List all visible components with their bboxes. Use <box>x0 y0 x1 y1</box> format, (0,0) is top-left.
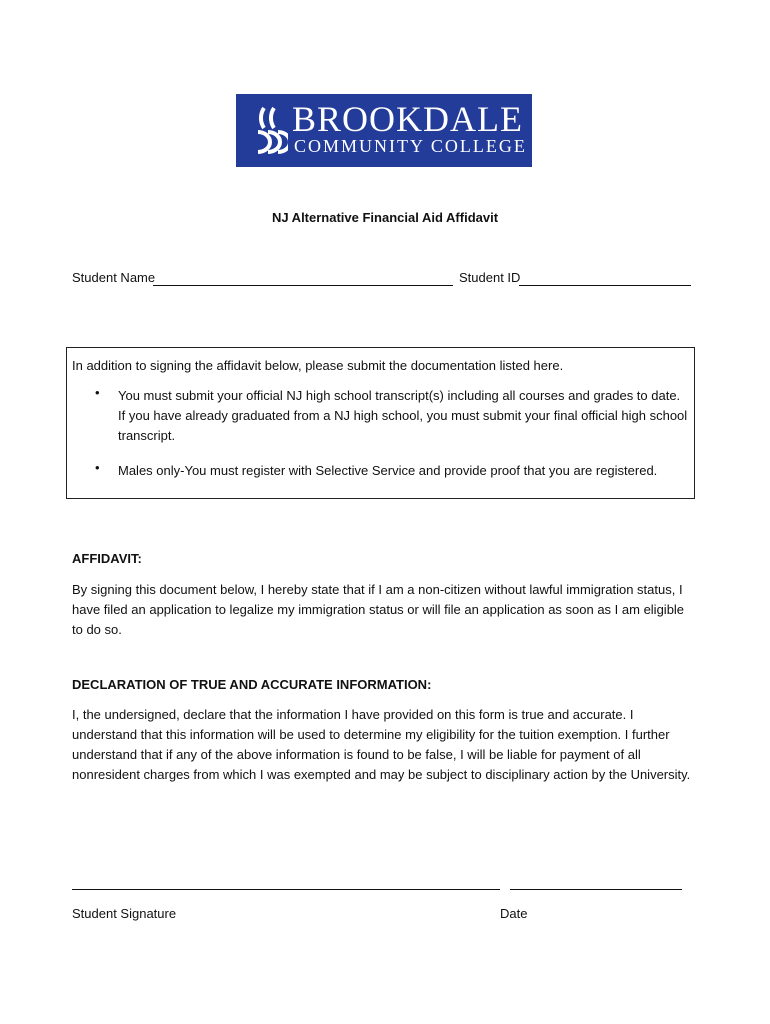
college-logo <box>236 94 532 167</box>
student-id-field[interactable] <box>519 285 691 286</box>
notice-item: Males only-You must register with Selective Service and provide proof that you are registered. <box>118 463 658 478</box>
logo-subtitle: COMMUNITY COLLEGE <box>294 136 527 156</box>
signature-label: Student Signature <box>72 906 177 921</box>
logo-name: BROOKDALE <box>292 99 523 139</box>
student-id-label: Student ID <box>459 270 521 285</box>
date-field[interactable] <box>510 889 682 890</box>
student-name-label: Student Name <box>72 270 156 285</box>
college-emblem-icon <box>244 106 288 154</box>
notice-intro: In addition to signing the affidavit below, please submit the documentation listed here. <box>72 358 564 373</box>
date-label: Date <box>500 906 528 921</box>
affidavit-heading: AFFIDAVIT: <box>72 551 142 566</box>
declaration-heading: DECLARATION OF TRUE AND ACCURATE INFORMATION: <box>72 677 432 692</box>
bullet-icon: • <box>95 460 100 475</box>
declaration-text: I, the undersigned, declare that the information I have provided on this form is true and accurate. I understand that this information will be used to determine my eligibility for the tuition exemption. I further understand that if any of the above information is found to be false, I will be liable for payment of all nonresident charges from which I was exempted and may be subject to disciplinary action by the University. <box>72 707 691 782</box>
bullet-icon: • <box>95 385 100 400</box>
affidavit-text: By signing this document below, I hereby state that if I am a non-citizen without lawful immigration status, I have filed an application to legalize my immigration status or will file an application as soon as I am eligible to do so. <box>72 582 685 637</box>
notice-item: You must submit your official NJ high school transcript(s) including all courses and grades to date. If you have already graduated from a NJ high school, you must submit your final official high school transcript. <box>118 388 688 443</box>
student-name-field[interactable] <box>153 285 453 286</box>
signature-field[interactable] <box>72 889 500 890</box>
form-title: NJ Alternative Financial Aid Affidavit <box>271 210 499 225</box>
